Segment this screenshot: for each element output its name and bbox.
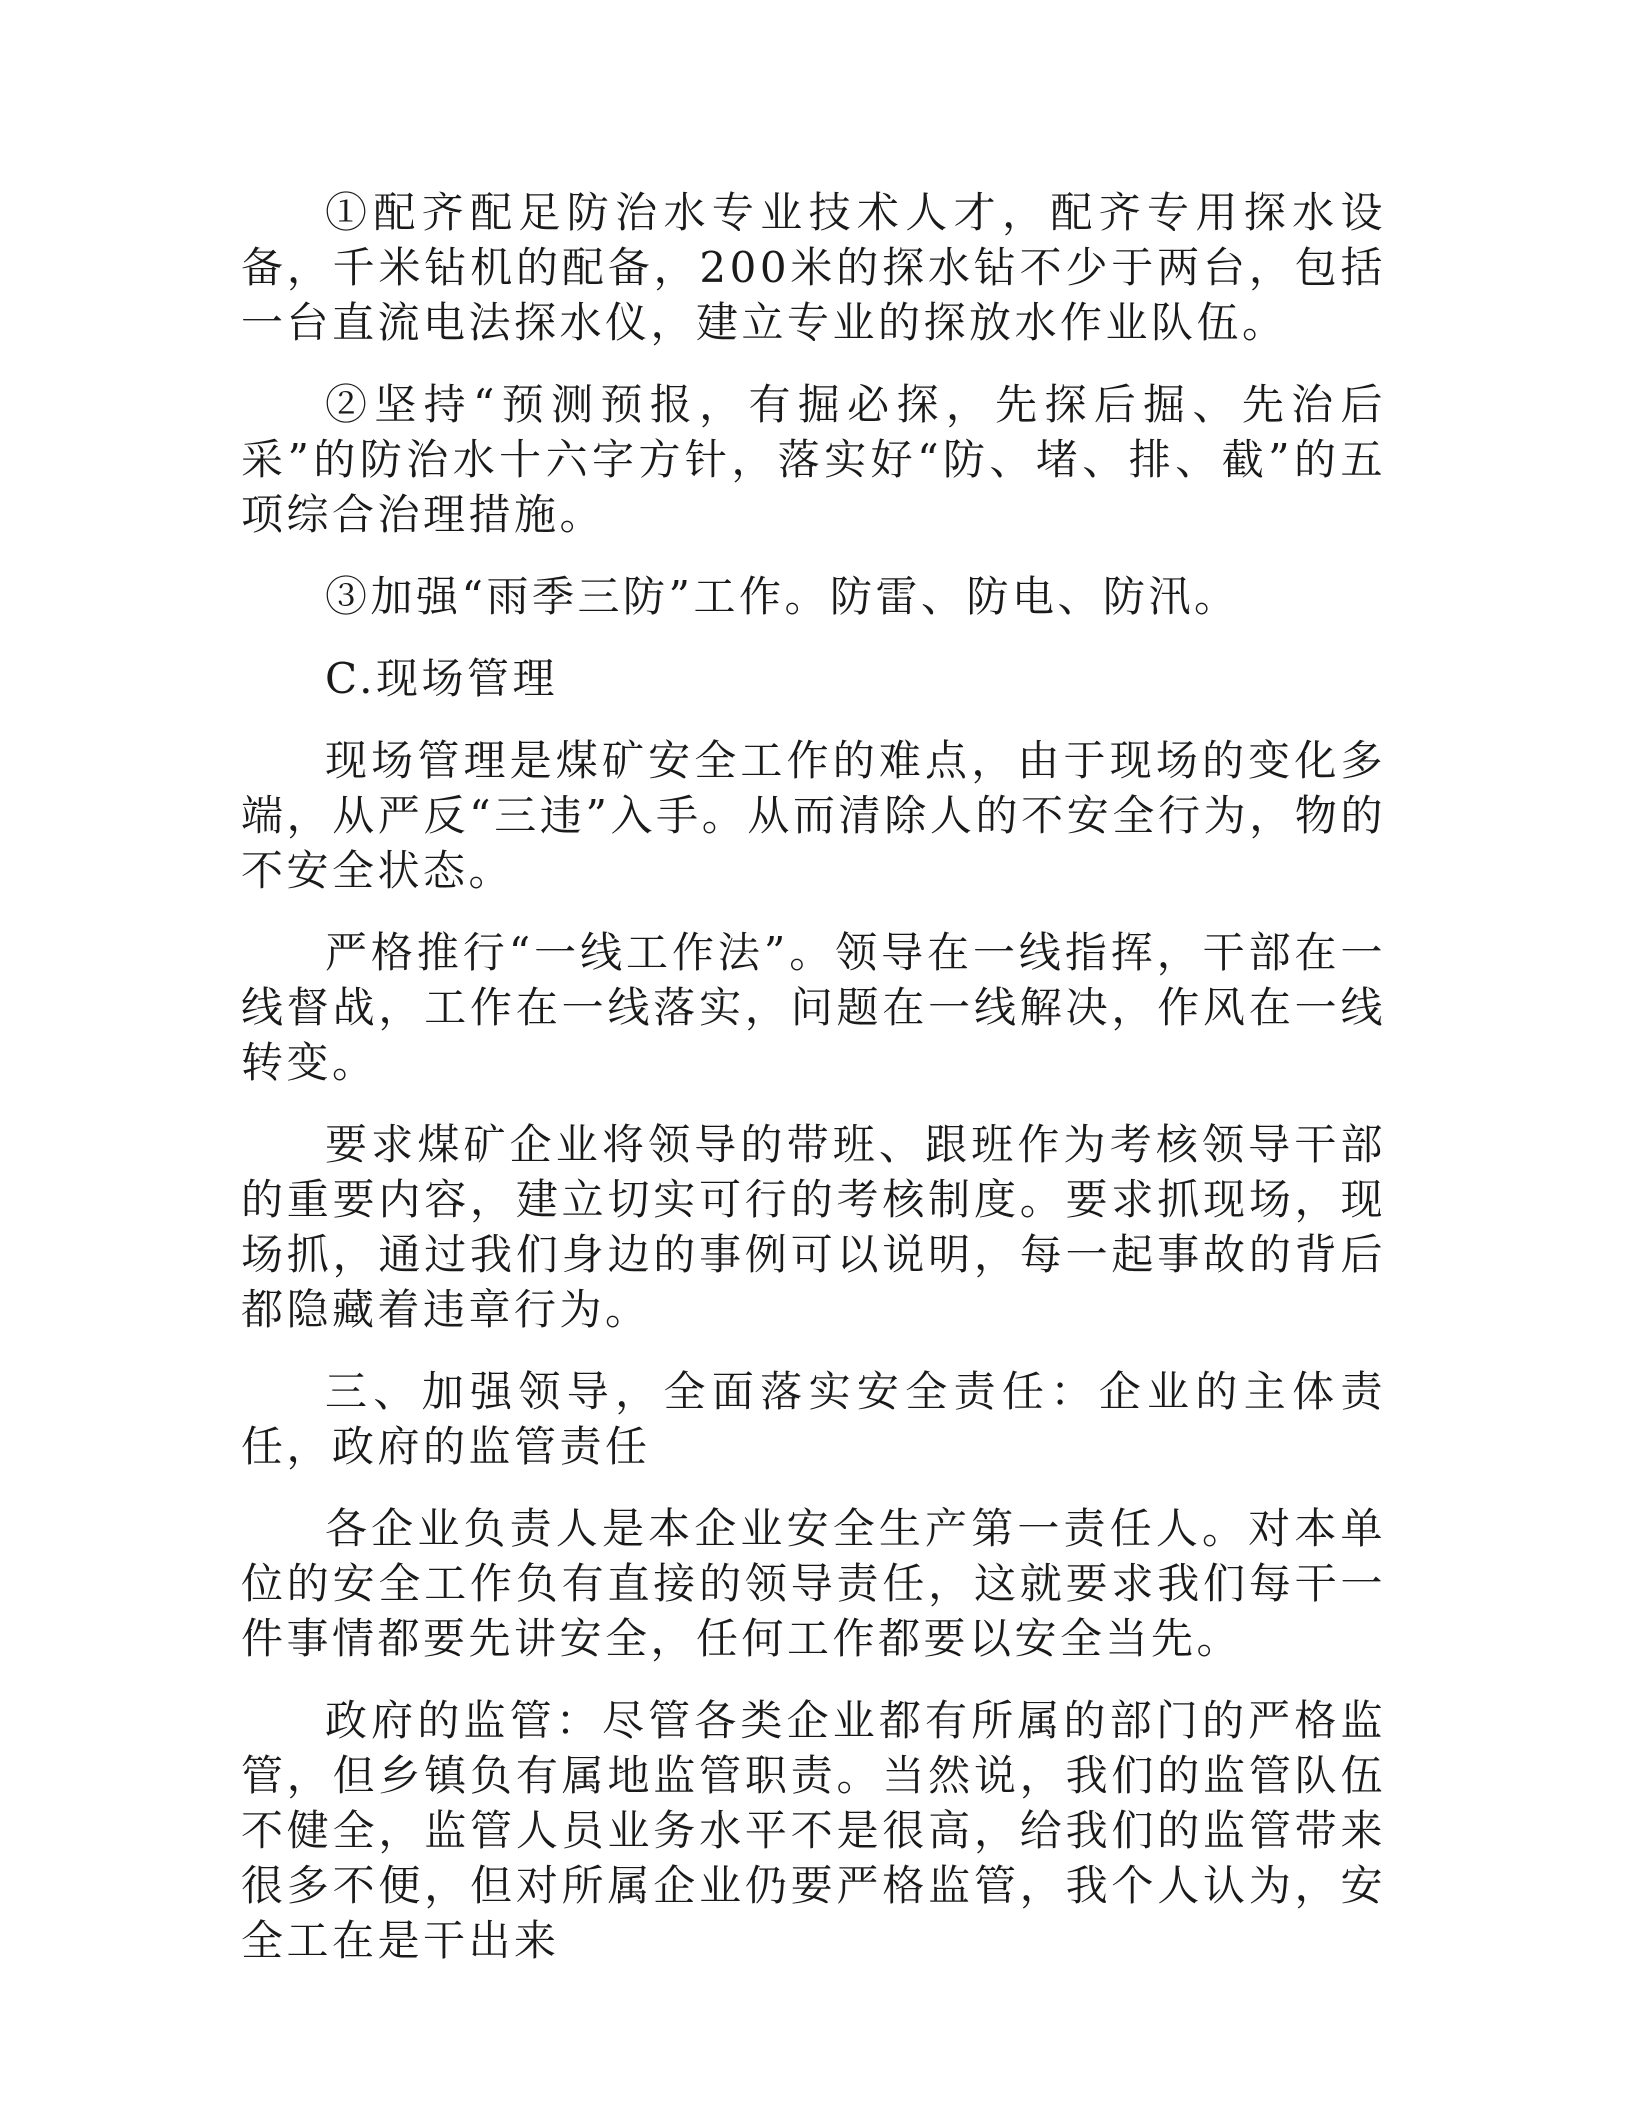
section-heading-site-management: C.现场管理	[325, 654, 558, 703]
paragraph-leader-shift: 要求煤矿企业将领导的带班、跟班作为考核领导干部的重要内容，建立切实可行的考核制度。要求抓现场，现场抓，通过我们身边的事例可以说明，每一起事故的背后都隐藏着违章行为。	[241, 1120, 1386, 1334]
paragraph-government-supervision: 政府的监管：尽管各类企业都有所属的部门的严格监管，但乡镇负有属地监管职责。当然说，我们的监管队伍不健全，监管人员业务水平不是很高，给我们的监管带来很多不便，但对所属企业仍要严格监管，我个人认为，安全工在是干出来	[241, 1696, 1386, 1965]
paragraph-water-prevention-policy: ②坚持“预测预报，有掘必探，先探后掘、先治后采”的防治水十六字方针，落实好“防、堵、排、截”的五项综合治理措施。	[241, 380, 1386, 539]
paragraph-rainy-season: ③加强“雨季三防”工作。防雷、防电、防汛。	[325, 572, 1240, 621]
paragraph-site-management: 现场管理是煤矿安全工作的难点，由于现场的变化多端，从严反“三违”入手。从而清除人的不安全行为，物的不安全状态。	[241, 736, 1386, 895]
paragraph-frontline-method: 严格推行“一线工作法”。领导在一线指挥，干部在一线督战，工作在一线落实，问题在一线解决，作风在一线转变。	[241, 928, 1386, 1087]
section-heading-responsibility: 三、加强领导，全面落实安全责任：企业的主体责任，政府的监管责任	[241, 1367, 1386, 1471]
paragraph-water-prevention-staffing: ①配齐配足防治水专业技术人才，配齐专用探水设备，千米钻机的配备，200米的探水钻不少于两台，包括一台直流电法探水仪，建立专业的探放水作业队伍。	[241, 188, 1386, 347]
document-body	[241, 185, 1386, 1995]
paragraph-enterprise-responsibility: 各企业负责人是本企业安全生产第一责任人。对本单位的安全工作负有直接的领导责任，这就要求我们每干一件事情都要先讲安全，任何工作都要以安全当先。	[241, 1504, 1386, 1663]
